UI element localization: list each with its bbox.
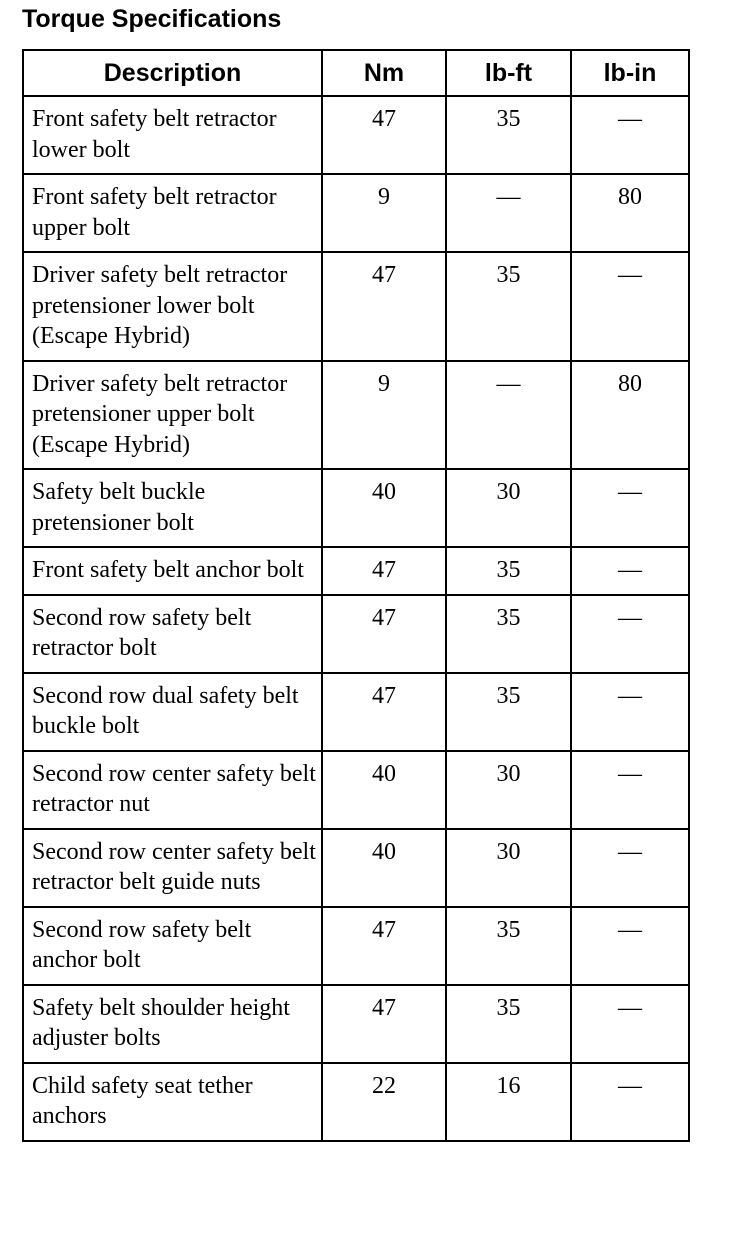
nm-cell: 47 xyxy=(322,96,446,174)
torque-spec-table xyxy=(22,49,690,1142)
table-row xyxy=(23,469,689,547)
lb-ft-cell: 30 xyxy=(446,469,571,547)
page-title: Torque Specifications xyxy=(22,5,282,33)
column-header-nm: Nm xyxy=(322,50,446,96)
lb-in-cell: — xyxy=(571,469,689,547)
nm-cell: 47 xyxy=(322,252,446,361)
lb-in-cell: — xyxy=(571,1063,689,1141)
description-cell: Safety belt buckle pretensioner bolt xyxy=(23,469,322,547)
lb-ft-cell: 35 xyxy=(446,96,571,174)
description-cell: Driver safety belt retractor pretensioner upper bolt (Escape Hybrid) xyxy=(23,361,322,470)
lb-in-cell: — xyxy=(571,547,689,595)
description-cell: Front safety belt anchor bolt xyxy=(23,547,322,595)
description-cell: Safety belt shoulder height adjuster bolts xyxy=(23,985,322,1063)
table-row xyxy=(23,985,689,1063)
description-cell: Second row safety belt retractor bolt xyxy=(23,595,322,673)
lb-ft-cell: 16 xyxy=(446,1063,571,1141)
description-cell: Front safety belt retractor lower bolt xyxy=(23,96,322,174)
nm-cell: 9 xyxy=(322,174,446,252)
description-cell: Driver safety belt retractor pretensioner lower bolt (Escape Hybrid) xyxy=(23,252,322,361)
description-cell: Second row center safety belt retractor belt guide nuts xyxy=(23,829,322,907)
table-row xyxy=(23,174,689,252)
lb-ft-cell: 35 xyxy=(446,907,571,985)
description-cell: Second row dual safety belt buckle bolt xyxy=(23,673,322,751)
nm-cell: 47 xyxy=(322,673,446,751)
lb-in-cell: 80 xyxy=(571,361,689,470)
nm-cell: 40 xyxy=(322,469,446,547)
lb-ft-cell: 35 xyxy=(446,595,571,673)
nm-cell: 40 xyxy=(322,751,446,829)
table-row xyxy=(23,96,689,174)
table-row xyxy=(23,252,689,361)
table-row xyxy=(23,361,689,470)
lb-ft-cell: 35 xyxy=(446,547,571,595)
table-body xyxy=(23,96,689,1141)
lb-in-cell: — xyxy=(571,96,689,174)
header-row xyxy=(23,50,689,96)
table-row xyxy=(23,829,689,907)
description-cell: Child safety seat tether anchors xyxy=(23,1063,322,1141)
table-row xyxy=(23,547,689,595)
lb-ft-cell: — xyxy=(446,361,571,470)
nm-cell: 47 xyxy=(322,985,446,1063)
table-header xyxy=(23,50,689,96)
lb-in-cell: — xyxy=(571,751,689,829)
description-cell: Front safety belt retractor upper bolt xyxy=(23,174,322,252)
lb-ft-cell: 30 xyxy=(446,829,571,907)
lb-ft-cell: 35 xyxy=(446,252,571,361)
nm-cell: 47 xyxy=(322,547,446,595)
description-cell: Second row center safety belt retractor nut xyxy=(23,751,322,829)
lb-ft-cell: 35 xyxy=(446,985,571,1063)
lb-in-cell: — xyxy=(571,907,689,985)
lb-in-cell: 80 xyxy=(571,174,689,252)
lb-in-cell: — xyxy=(571,829,689,907)
table-row xyxy=(23,1063,689,1141)
column-header-lb-in: lb-in xyxy=(571,50,689,96)
nm-cell: 47 xyxy=(322,595,446,673)
lb-ft-cell: — xyxy=(446,174,571,252)
column-header-description: Description xyxy=(23,50,322,96)
nm-cell: 9 xyxy=(322,361,446,470)
table-row xyxy=(23,907,689,985)
nm-cell: 22 xyxy=(322,1063,446,1141)
table-row xyxy=(23,751,689,829)
table-row xyxy=(23,673,689,751)
lb-in-cell: — xyxy=(571,985,689,1063)
lb-in-cell: — xyxy=(571,252,689,361)
lb-in-cell: — xyxy=(571,673,689,751)
lb-ft-cell: 35 xyxy=(446,673,571,751)
lb-ft-cell: 30 xyxy=(446,751,571,829)
nm-cell: 47 xyxy=(322,907,446,985)
table-row xyxy=(23,595,689,673)
column-header-lb-ft: lb-ft xyxy=(446,50,571,96)
nm-cell: 40 xyxy=(322,829,446,907)
lb-in-cell: — xyxy=(571,595,689,673)
description-cell: Second row safety belt anchor bolt xyxy=(23,907,322,985)
